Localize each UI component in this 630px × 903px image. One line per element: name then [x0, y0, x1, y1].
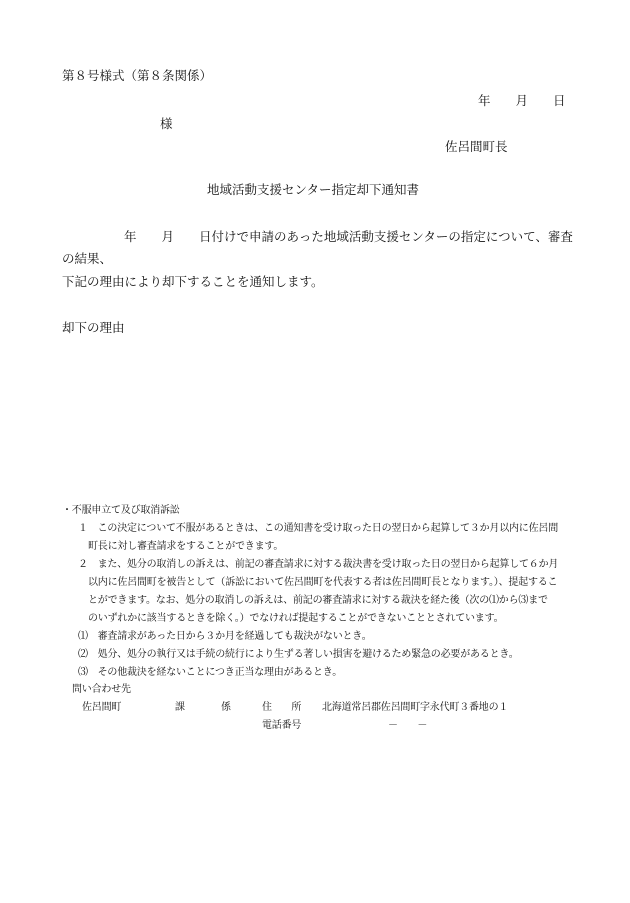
contact-heading: 問い合わせ先: [72, 684, 131, 695]
document-title: 地域活動支援センター指定却下通知書: [207, 182, 420, 197]
body-line-3: 下記の理由により却下することを通知します。: [62, 274, 324, 289]
date-line: 年 月 日: [478, 93, 566, 108]
form-number: 第８号様式（第８条関係）: [62, 68, 213, 83]
appeal-item-2-line-3: とができます。なお、処分の取消しの訴えは、前記の審査請求に対する裁決を経た後（次の⑴から⑶まで: [88, 595, 548, 606]
appeal-item-1-line-1: １ この決定について不服があるときは、この通知書を受け取った日の翌日から起算して３か月以内に佐呂間: [78, 523, 558, 534]
appeal-sub-3: ⑶ その他裁決を経ないことにつき正当な理由があるとき。: [78, 667, 342, 678]
reason-heading: 却下の理由: [62, 320, 125, 335]
body-line-2: の結果、: [62, 251, 113, 266]
contact-address: 北海道常呂郡佐呂間町字永代町３番地の１: [322, 702, 509, 713]
appeal-item-2-line-1: ２ また、処分の取消しの訴えは、前記の審査請求に対する裁決書を受け取った日の翌日から起算して６か月: [78, 559, 559, 570]
appeal-sub-1: ⑴ 審査請求があった日から３か月を経過しても裁決がないとき。: [78, 631, 372, 642]
contact-unit: 係: [221, 702, 231, 713]
contact-phone-value: － －: [388, 720, 428, 731]
contact-section: 課: [175, 702, 185, 713]
appeal-item-2-line-2: 以内に佐呂間町を被告として（訴訟において佐呂間町を代表する者は佐呂間町長となります。）、提起するこ: [88, 577, 558, 588]
addressee-suffix: 様: [160, 116, 173, 131]
issuer: 佐呂間町長: [445, 139, 508, 154]
appeal-item-2-line-4: のいずれかに該当するときを除く。）でなければ提起することができないこととされています。: [88, 613, 504, 624]
contact-town: 佐呂間町: [82, 702, 122, 713]
appeal-heading: ・不服申立て及び取消訴訟: [62, 505, 180, 516]
body-line-1: 年 月 日付けで申請のあった地域活動支援センターの指定について、審査: [124, 229, 573, 244]
contact-phone-label: 電話番号: [262, 720, 302, 731]
appeal-item-1-line-2: 町長に対し審査請求をすることができます。: [88, 541, 284, 552]
contact-address-label: 住 所: [262, 702, 302, 713]
appeal-sub-2: ⑵ 処分、処分の執行又は手続の続行により生ずる著しい損害を避けるため緊急の必要があるとき。: [78, 649, 519, 660]
